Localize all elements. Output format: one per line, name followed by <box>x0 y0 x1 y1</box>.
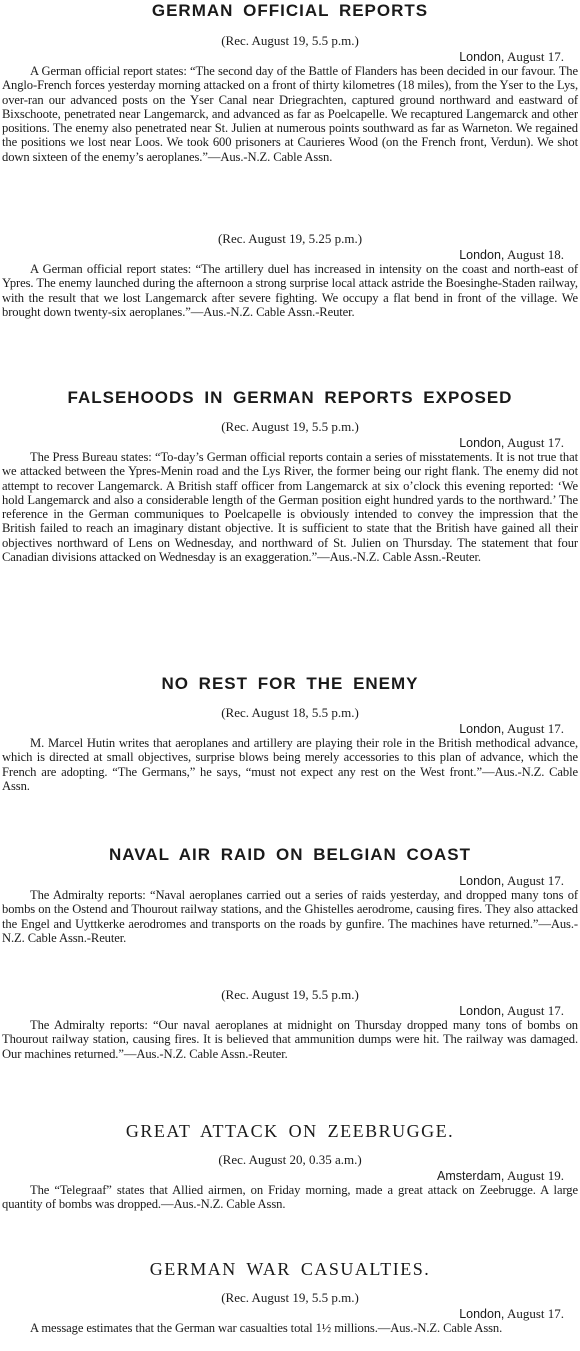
article-naval-air-raid <box>2 844 578 945</box>
received-line: (Rec. August 19, 5.5 p.m.) <box>221 1290 359 1305</box>
dateline-place: Amsterdam, <box>437 1169 505 1183</box>
article-german-war-casualties <box>2 1258 578 1335</box>
dateline <box>2 1169 578 1183</box>
article-body: The “Telegraaf” states that Allied airmen, on Friday morning, made a great attack on Zeebrugge. A large quantity of bombs was dropped.—Aus.-N.Z. Cable Assn. <box>2 1183 578 1212</box>
received-line: (Rec. August 19, 5.5 p.m.) <box>221 33 359 48</box>
dateline <box>2 1307 578 1321</box>
dateline-date: August 17. <box>506 49 564 64</box>
article-body: The Press Bureau states: “To-day’s German official reports contain a series of misstatements. It is not true that we attacked between the Ypres-Menin road and the Lys River, the former being our right flank. The enemy did not attempt to recover Langemarck. A British staff officer from Langemarck at six o’clock this evening reported: ‘We hold Langemarck and also a considerable length of the German position eight hundred yards to the northward.’ The reference in the German communiques to Poelcapelle is obviously intended to convey the impression that the British failed to reach an imaginary distant objective. It is sufficient to state that the British have gained all their objectives northward of Lens on Wednesday, and northward of St. Julien on Thursday. The statement that four Canadian divisions attacked on Wednesday is an exaggeration.”—Aus.-N.Z. Cable Assn.-Reuter. <box>2 450 578 565</box>
article-body: A German official report states: “The second day of the Battle of Flanders has been decided in our favour. The Anglo-French forces yesterday morning attacked on a front of thirty kilometres (18 miles), from the Yser to the Lys, over-ran our advanced posts on the Yser Canal near Driegrachten, captured ground northward and eastward of Bixschoote, penetrated near Langemarck, and advanced as far as Poelcapelle. We recaptured Langemarck and other positions. The enemy also penetrated near St. Julien at numerous points southward as far as Warneton. We regained the positions we lost near Loos. We took 600 prisoners at Caurieres Wood (on the French front, Verdun). We shot down sixteen of the enemy’s aeroplanes.”—Aus.-N.Z. Cable Assn. <box>2 64 578 164</box>
dateline-date: August 17. <box>506 435 564 450</box>
received-line: (Rec. August 19, 5.5 p.m.) <box>221 987 359 1002</box>
dateline-date: August 19. <box>506 1168 564 1183</box>
headline: GREAT ATTACK ON ZEEBRUGGE. <box>125 1121 455 1141</box>
dateline-date: August 17. <box>506 1306 564 1321</box>
dateline-place: London, <box>459 1004 505 1018</box>
dateline-date: August 17. <box>506 873 564 888</box>
article-body: A message estimates that the German war casualties total 1½ millions.—Aus.-N.Z. Cable Assn. <box>30 1321 503 1335</box>
received-line: (Rec. August 19, 5.25 p.m.) <box>217 231 363 246</box>
article-falsehoods-exposed <box>2 387 578 564</box>
article-attack-on-zeebrugge <box>2 1120 578 1212</box>
article-body: The Admiralty reports: “Naval aeroplanes carried out a series of raids yesterday, and dropped many tons of bombs on the Ostend and Thourout railway stations, and the Ghistelles aerodrome, causing fires. They also attacked the Engel and Uyttkerke aerodromes and transports on the roads by gunfire. The machines have returned.”—Aus.-N.Z. Cable Assn.-Reuter. <box>2 888 578 945</box>
dateline <box>2 722 578 736</box>
dateline <box>2 874 578 888</box>
headline: NO REST FOR THE ENEMY <box>161 674 419 693</box>
article-body: A German official report states: “The artillery duel has increased in intensity on the coast and north-east of Ypres. The enemy launched during the afternoon a strong surprise local attack astride the Boesinghe-Staden railway, with the result that we lost Langemarck after severe fighting. We occupy a flat bend in front of the village. We brought down twenty-six aeroplanes.”—Aus.-N.Z. Cable Assn.-Reuter. <box>2 262 578 319</box>
article-german-official-reports-2 <box>2 230 578 319</box>
dateline-place: London, <box>459 50 505 64</box>
dateline-date: August 18. <box>506 247 564 262</box>
dateline <box>2 248 578 262</box>
dateline-place: London, <box>459 722 505 736</box>
dateline-place: London, <box>459 1307 505 1321</box>
headline: FALSEHOODS IN GERMAN REPORTS EXPOSED <box>67 388 513 407</box>
article-german-official-reports <box>2 0 578 164</box>
article-no-rest-for-enemy <box>2 673 578 793</box>
article-body: M. Marcel Hutin writes that aeroplanes and artillery are playing their role in the British methodical advance, which is directed at small objectives, surprise blows being merely accessories to this plan of advance, which the French are adopting. “The Germans,” he says, “must not expect any rest on the West front.”—Aus.-N.Z. Cable Assn. <box>2 736 578 793</box>
received-line: (Rec. August 18, 5.5 p.m.) <box>221 705 359 720</box>
dateline-date: August 17. <box>506 721 564 736</box>
article-body: The Admiralty reports: “Our naval aeroplanes at midnight on Thursday dropped many tons of bombs on Thourout railway station, causing fires. It is believed that ammunition dumps were hit. The railway was damaged. Our machines returned.”—Aus.-N.Z. Cable Assn.-Reuter. <box>2 1018 578 1061</box>
dateline <box>2 436 578 450</box>
dateline-place: London, <box>459 436 505 450</box>
headline: NAVAL AIR RAID ON BELGIAN COAST <box>108 845 472 864</box>
headline: GERMAN OFFICIAL REPORTS <box>151 1 429 20</box>
received-line: (Rec. August 20, 0.35 a.m.) <box>218 1152 362 1167</box>
headline: GERMAN WAR CASUALTIES. <box>149 1259 431 1279</box>
dateline <box>2 1004 578 1018</box>
dateline-place: London, <box>459 248 505 262</box>
dateline <box>2 50 578 64</box>
dateline-place: London, <box>459 874 505 888</box>
dateline-date: August 17. <box>506 1003 564 1018</box>
article-naval-air-raid-2 <box>2 986 578 1061</box>
received-line: (Rec. August 19, 5.5 p.m.) <box>221 419 359 434</box>
